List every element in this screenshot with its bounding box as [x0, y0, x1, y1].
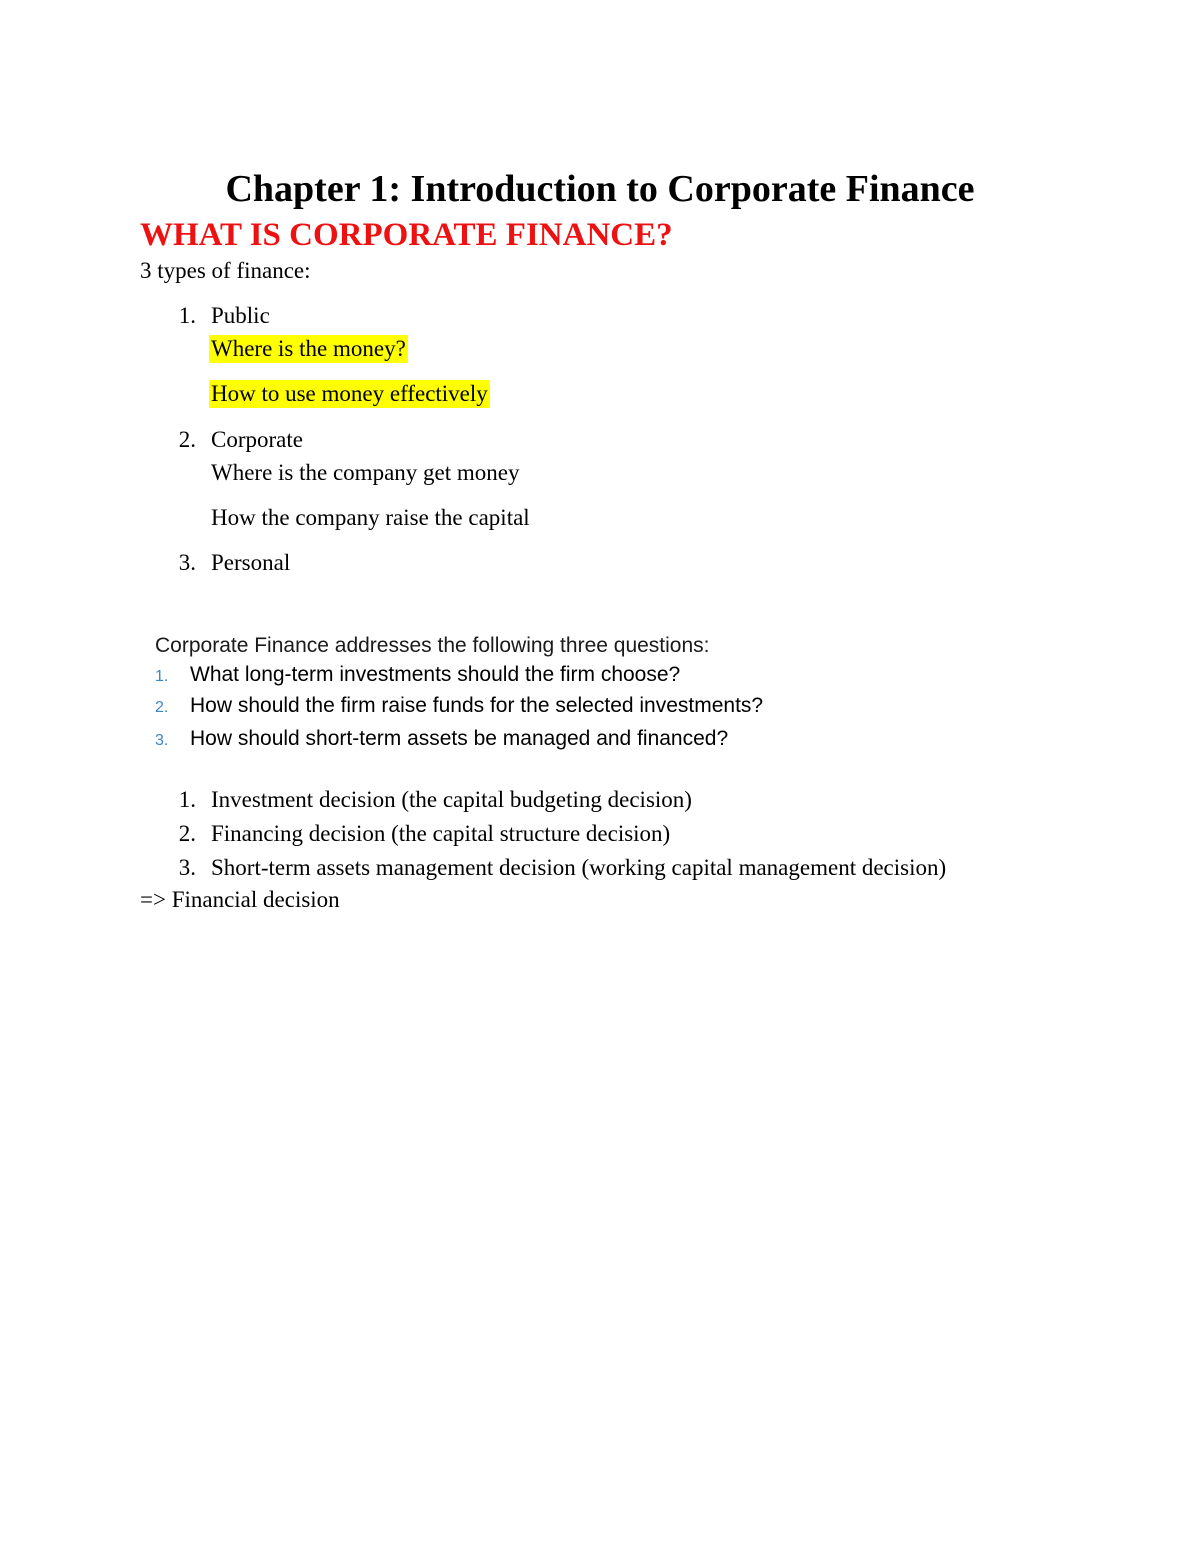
list-subline: How the company raise the capital — [211, 505, 530, 530]
decision-item: Investment decision (the capital budgeting decision) — [211, 787, 692, 812]
slide-intro: Corporate Finance addresses the following three questions: — [155, 634, 710, 657]
list-number: 2. — [178, 427, 196, 452]
conclusion: => Financial decision — [140, 887, 340, 912]
list-number: 3. — [178, 550, 196, 575]
types-intro: 3 types of finance: — [140, 258, 311, 283]
section-heading: WHAT IS CORPORATE FINANCE? — [140, 217, 673, 253]
slide-question: How should the firm raise funds for the selected investments? — [190, 694, 764, 717]
list-number: 1. — [178, 787, 196, 812]
list-subline: Where is the company get money — [211, 460, 520, 485]
decision-item: Short-term assets management decision (working capital management decision) — [211, 855, 947, 880]
list-number: 1. — [178, 303, 196, 328]
slide-question: What long-term investments should the firm choose? — [190, 663, 681, 686]
list-number: 3. — [178, 855, 196, 880]
highlighted-line: Where is the money? — [211, 336, 406, 361]
slide-number: 2. — [155, 699, 169, 716]
slide-number: 1. — [155, 668, 169, 685]
finance-type-public: Public — [211, 303, 270, 328]
finance-type-personal: Personal — [211, 550, 291, 575]
finance-type-corporate: Corporate — [211, 427, 303, 452]
slide-number: 3. — [155, 732, 169, 749]
page-title: Chapter 1: Introduction to Corporate Finance — [225, 168, 975, 210]
highlighted-line: How to use money effectively — [211, 381, 488, 406]
decision-item: Financing decision (the capital structure decision) — [211, 821, 671, 846]
slide-question: How should short-term assets be managed and financed? — [190, 727, 729, 750]
list-number: 2. — [178, 821, 196, 846]
